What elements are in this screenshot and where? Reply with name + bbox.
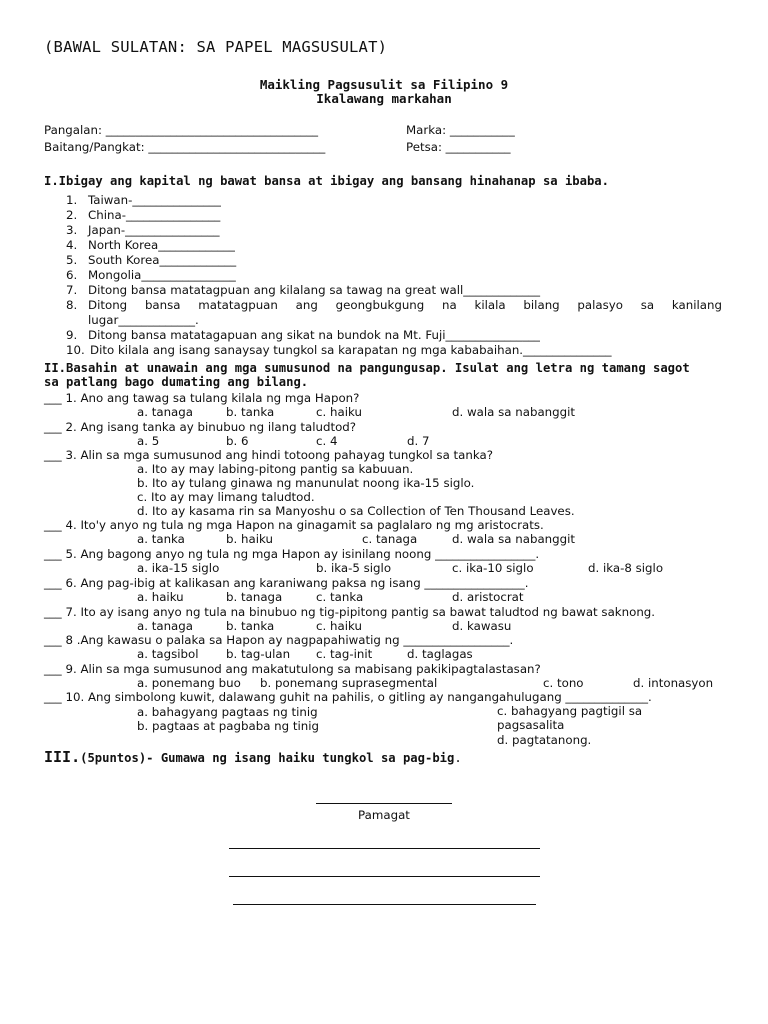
option-c: c. tanaga (362, 532, 418, 546)
question-9: ___ 9. Alin sa mga sumusunod ang makatutulong sa mabisang pakikipagtalastasan? (44, 662, 541, 676)
answer-line[interactable] (229, 848, 540, 849)
option-b: b. ponemang suprasegmental (260, 676, 438, 690)
option-b: b. ika-5 siglo (316, 561, 392, 575)
option-d: d. pagtatanong. (497, 733, 592, 747)
question-7: ___ 7. Ito ay isang anyo ng tula na binubuo ng tig-pipitong pantig sa bawat taludtod ng bawat saknong. (44, 605, 656, 619)
option-b: b. tanka (226, 405, 275, 419)
option-d: d. 7 (407, 434, 430, 448)
name-field[interactable]: Pangalan: ____________________________________ (44, 123, 319, 137)
answer-line[interactable] (229, 876, 540, 877)
list-item: 4. North Korea_____________ (66, 238, 235, 252)
option-a: a. tanaga (137, 405, 194, 419)
option-a: a. ika-15 siglo (137, 561, 220, 575)
question-10: ___ 10. Ang simbolong kuwit, dalawang guhit na pahilis, o gitling ay nangangahulugang ______________. (44, 690, 652, 704)
option-d: d. taglagas (407, 647, 473, 661)
option-d: d. Ito ay kasama rin sa Manyoshu o sa Collection of Ten Thousand Leaves. (137, 504, 575, 518)
question-1: ___ 1. Ano ang tawag sa tulang kilala ng mga Hapon? (44, 391, 360, 405)
option-a: a. bahagyang pagtaas ng tinig (137, 705, 318, 719)
date-field[interactable]: Petsa: ___________ (406, 140, 511, 154)
option-b: b. pagtaas at pagbaba ng tinig (137, 719, 320, 733)
question-8: ___ 8 .Ang kawasu o palaka sa Hapon ay nagpapahiwatig ng __________________. (44, 633, 514, 647)
option-a: a. 5 (137, 434, 160, 448)
section-field[interactable]: Baitang/Pangkat: ______________________________ (44, 140, 326, 154)
list-item: 9. Ditong bansa matatagapuan ang sikat na bundok na Mt. Fuji________________ (66, 328, 540, 342)
part3-heading: III.(5puntos)- Gumawa ng isang haiku tungkol sa pag-big. (44, 748, 462, 766)
option-d: d. wala sa nabanggit (452, 405, 576, 419)
answer-line[interactable] (233, 904, 536, 905)
list-item: 5. South Korea_____________ (66, 253, 237, 267)
option-d: d. intonasyon (633, 676, 714, 690)
option-b: b. tag-ulan (226, 647, 291, 661)
option-b: b. Ito ay tulang ginawa ng manunulat noong ika-15 siglo. (137, 476, 475, 490)
option-b: b. 6 (226, 434, 249, 448)
part1-heading: I.Ibigay ang kapital ng bawat bansa at ibigay ang bansang hinahanap sa ibaba. (44, 174, 609, 188)
option-b: b. tanaga (226, 590, 283, 604)
option-a: a. tanka (137, 532, 185, 546)
option-a: a. ponemang buo (137, 676, 241, 690)
warning-text: (BAWAL SULATAN: SA PAPEL MAGSUSULAT) (44, 38, 388, 56)
option-c-cont: pagsasalita (497, 718, 565, 732)
option-d: d. ika-8 siglo (588, 561, 664, 575)
part2-heading: II.Basahin at unawain ang mga sumusunod na pangungusap. Isulat ang letra ng tamang sagot (44, 361, 690, 375)
list-item: 10. Dito kilala ang isang sanaysay tungkol sa karapatan ng mga kababaihan._______________ (66, 343, 612, 357)
list-item: 2. China-________________ (66, 208, 221, 222)
question-2: ___ 2. Ang isang tanka ay binubuo ng ilang taludtod? (44, 420, 357, 434)
option-c: c. tag-init (316, 647, 373, 661)
list-item: 3. Japan-________________ (66, 223, 220, 237)
question-3: ___ 3. Alin sa mga sumusunod ang hindi totoong pahayag tungkol sa tanka? (44, 448, 494, 462)
option-c: c. tono (543, 676, 584, 690)
list-item: 1. Taiwan-_______________ (66, 193, 221, 207)
option-c: c. haiku (316, 619, 362, 633)
part2-heading-cont: sa patlang bago dumating ang bilang. (44, 375, 309, 389)
option-c: c. haiku (316, 405, 362, 419)
list-item: lugar_____________. (88, 313, 199, 327)
option-b: b. haiku (226, 532, 273, 546)
option-c: c. ika-10 siglo (452, 561, 534, 575)
option-b: b. tanka (226, 619, 275, 633)
option-a: a. Ito ay may labing-pitong pantig sa kabuuan. (137, 462, 414, 476)
option-c: c. bahagyang pagtigil sa (497, 704, 643, 718)
option-a: a. haiku (137, 590, 184, 604)
quiz-subtitle: Ikalawang markahan (316, 91, 452, 106)
title-line[interactable] (316, 803, 452, 804)
option-c: c. 4 (316, 434, 338, 448)
option-a: a. tagsibol (137, 647, 199, 661)
question-5: ___ 5. Ang bagong anyo ng tula ng mga Hapon ay isinilang noong _________________. (44, 547, 540, 561)
option-d: d. aristocrat (452, 590, 524, 604)
question-6: ___ 6. Ang pag-ibig at kalikasan ang karaniwang paksa ng isang _________________. (44, 576, 529, 590)
option-c: c. Ito ay may limang taludtod. (137, 490, 315, 504)
question-4: ___ 4. Ito'y anyo ng tula ng mga Hapon na ginagamit sa paglalaro ng mg aristocrats. (44, 518, 544, 532)
list-item: 8. Ditong bansa matatagpuan ang geongbukgung na kilala bilang palasyo sa kanilang (66, 298, 722, 312)
list-item: 6. Mongolia________________ (66, 268, 236, 282)
option-a: a. tanaga (137, 619, 194, 633)
list-item: 7. Ditong bansa matatagpuan ang kilalang sa tawag na great wall_____________ (66, 283, 540, 297)
quiz-title: Maikling Pagsusulit sa Filipino 9 (259, 77, 509, 92)
option-d: d. kawasu (452, 619, 512, 633)
option-c: c. tanka (316, 590, 364, 604)
option-d: d. wala sa nabanggit (452, 532, 576, 546)
score-field[interactable]: Marka: ___________ (406, 123, 515, 137)
title-label: Pamagat (358, 808, 410, 822)
